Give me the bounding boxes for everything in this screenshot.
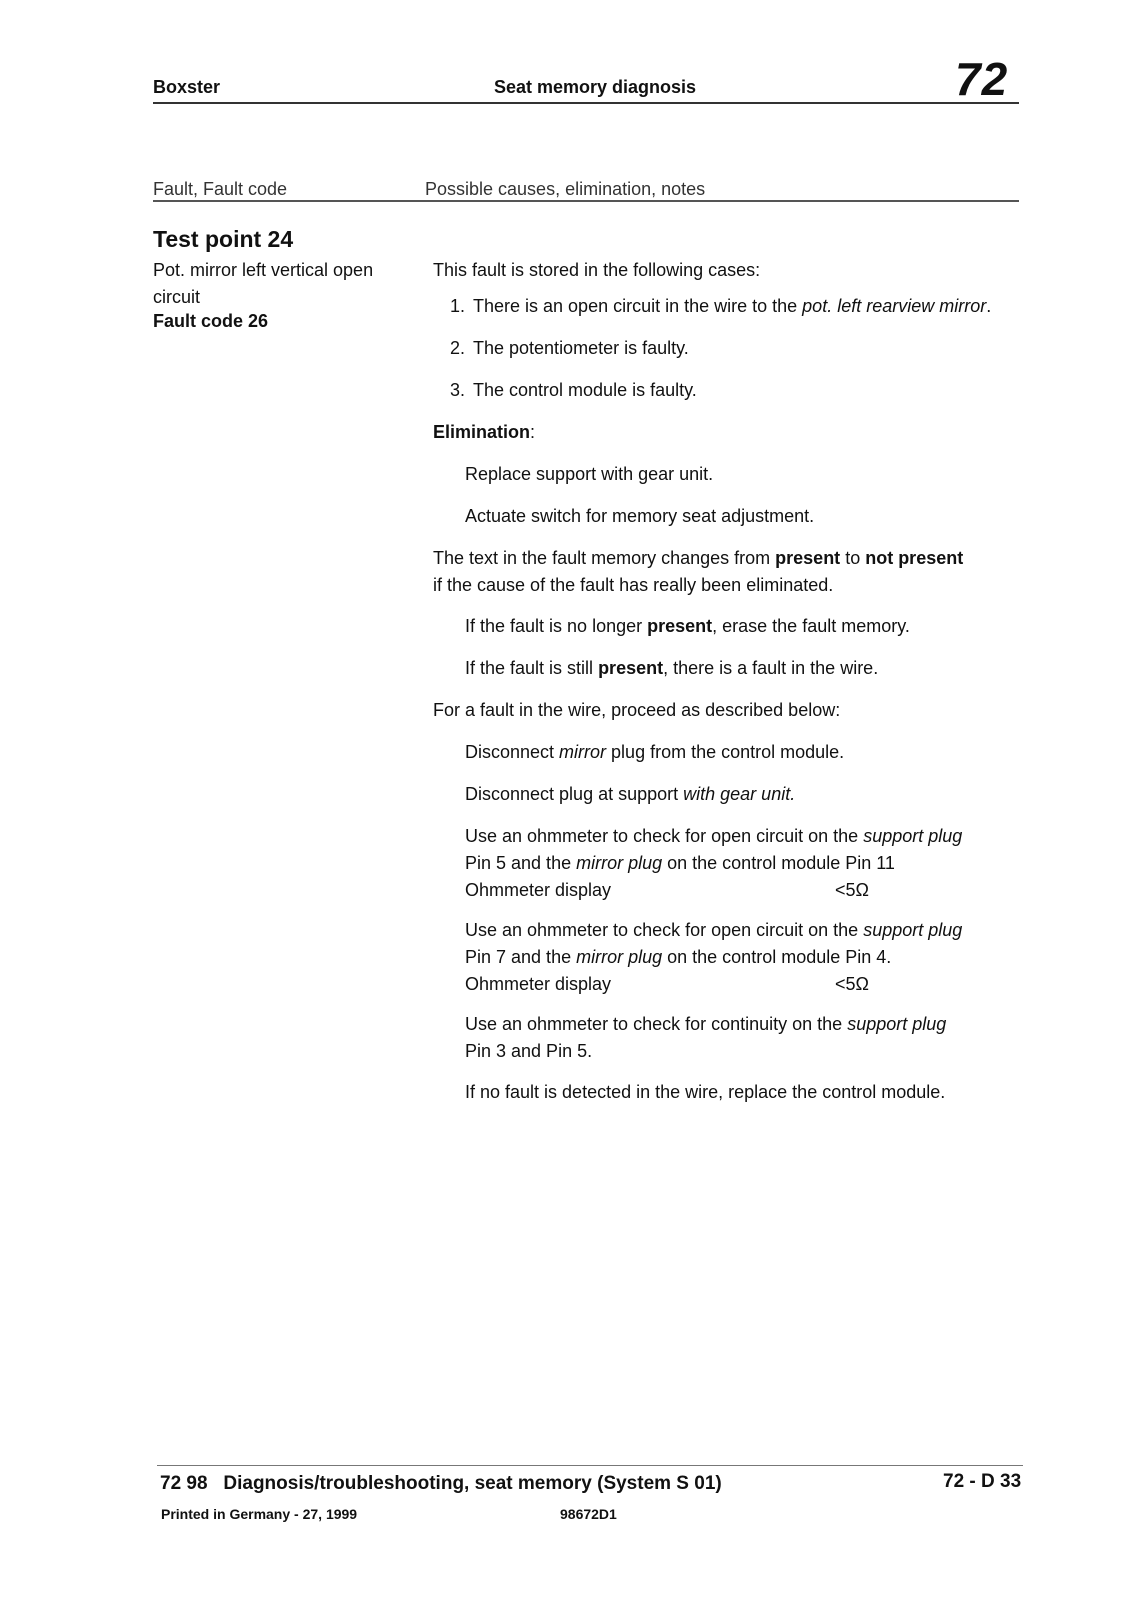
- sp-text-1: If the fault is still: [465, 658, 599, 678]
- c2-text-2: Pin 7 and the: [465, 947, 577, 967]
- case-item-3: [450, 377, 697, 404]
- sp-bold: present: [598, 658, 664, 678]
- c1-italic-1: support plug: [863, 826, 963, 846]
- case-number: 2.: [450, 338, 466, 358]
- fm-bold-not-present: not present: [865, 548, 964, 568]
- ohmmeter-display-label: Ohmmeter display: [465, 880, 612, 900]
- check-continuity: [465, 1011, 1025, 1065]
- case-item-2: [450, 335, 689, 362]
- fault-code: Fault code 26: [153, 311, 269, 331]
- c3-italic-1: support plug: [847, 1014, 947, 1034]
- footer-page-number: 72 - D 33: [943, 1471, 1022, 1492]
- elimination-heading: [433, 419, 535, 446]
- c2-italic-1: support plug: [863, 920, 963, 940]
- case-number: 1.: [450, 296, 466, 316]
- check-open-circuit-pin7: [465, 917, 1025, 998]
- nl-text-2: , erase the fault memory.: [712, 616, 910, 636]
- c1-italic-2: mirror plug: [576, 853, 663, 873]
- footer-document-code: 98672D1: [560, 1506, 617, 1522]
- ds-text-1: Disconnect plug at support: [465, 784, 684, 804]
- step-disconnect-support: [465, 781, 795, 808]
- c3-text-2: Pin 3 and Pin 5.: [465, 1041, 593, 1061]
- column-heading-fault: Fault, Fault code: [153, 179, 288, 199]
- header-section-number: 72: [955, 53, 1009, 105]
- c1-text-2: Pin 5 and the: [465, 853, 577, 873]
- dm-text-1: Disconnect: [465, 742, 560, 762]
- footer-printed-info: Printed in Germany - 27, 1999: [161, 1506, 358, 1522]
- column-heading-divider: [153, 200, 1019, 202]
- fm-text-2: to: [840, 548, 866, 568]
- sp-text-2: , there is a fault in the wire.: [663, 658, 879, 678]
- c2-italic-2: mirror plug: [576, 947, 663, 967]
- step-actuate-switch: Actuate switch for memory seat adjustment.: [465, 506, 815, 526]
- case-text: The control module is faulty.: [473, 380, 697, 400]
- fault-memory-note: [433, 545, 1013, 599]
- check-open-circuit-pin5: [465, 823, 1025, 904]
- intro-text: This fault is stored in the following cases:: [433, 260, 761, 280]
- case-text: There is an open circuit in the wire to the: [473, 296, 803, 316]
- ohmmeter-display-value: <5Ω: [835, 880, 869, 900]
- no-longer-present-note: [465, 613, 910, 640]
- c1-text-3: on the control module Pin 11: [662, 853, 895, 873]
- c2-text-3: on the control module Pin 4.: [662, 947, 892, 967]
- header-title: Seat memory diagnosis: [494, 77, 697, 97]
- final-note: If no fault is detected in the wire, replace the control module.: [465, 1082, 946, 1102]
- fault-description: Pot. mirror left vertical open circuit: [153, 260, 374, 307]
- ohmmeter-display-value: <5Ω: [835, 974, 869, 994]
- step-disconnect-mirror: [465, 739, 844, 766]
- wire-procedure-intro: For a fault in the wire, proceed as described below:: [433, 700, 841, 720]
- case-item-1: [450, 293, 991, 320]
- header-divider: [153, 102, 1019, 104]
- dm-text-2: plug from the control module.: [606, 742, 845, 762]
- footer-divider: [157, 1465, 1023, 1466]
- header-model: Boxster: [153, 77, 221, 97]
- case-end: .: [986, 296, 992, 316]
- dm-italic: mirror: [559, 742, 607, 762]
- nl-text-1: If the fault is no longer: [465, 616, 648, 636]
- test-point-title: Test point 24: [153, 226, 294, 252]
- ds-italic: with gear unit.: [683, 784, 796, 804]
- c1-text-1: Use an ohmmeter to check for open circuit on the: [465, 826, 864, 846]
- fm-text-1: The text in the fault memory changes from: [433, 548, 776, 568]
- fm-text-3: if the cause of the fault has really been eliminated.: [433, 575, 834, 595]
- case-italic: pot. left rearview mirror: [802, 296, 987, 316]
- case-text: The potentiometer is faulty.: [473, 338, 689, 358]
- nl-bold: present: [647, 616, 713, 636]
- case-number: 3.: [450, 380, 466, 400]
- footer-title: 72 98 Diagnosis/troubleshooting, seat memory (System S 01): [160, 1473, 722, 1494]
- elimination-colon: :: [530, 422, 536, 442]
- still-present-note: [465, 655, 878, 682]
- elimination-label: Elimination: [433, 422, 531, 442]
- column-heading-causes: Possible causes, elimination, notes: [425, 179, 706, 199]
- step-replace-support: Replace support with gear unit.: [465, 464, 714, 484]
- ohmmeter-display-label: Ohmmeter display: [465, 974, 612, 994]
- c3-text-1: Use an ohmmeter to check for continuity on the: [465, 1014, 848, 1034]
- c2-text-1: Use an ohmmeter to check for open circuit on the: [465, 920, 864, 940]
- fm-bold-present: present: [775, 548, 841, 568]
